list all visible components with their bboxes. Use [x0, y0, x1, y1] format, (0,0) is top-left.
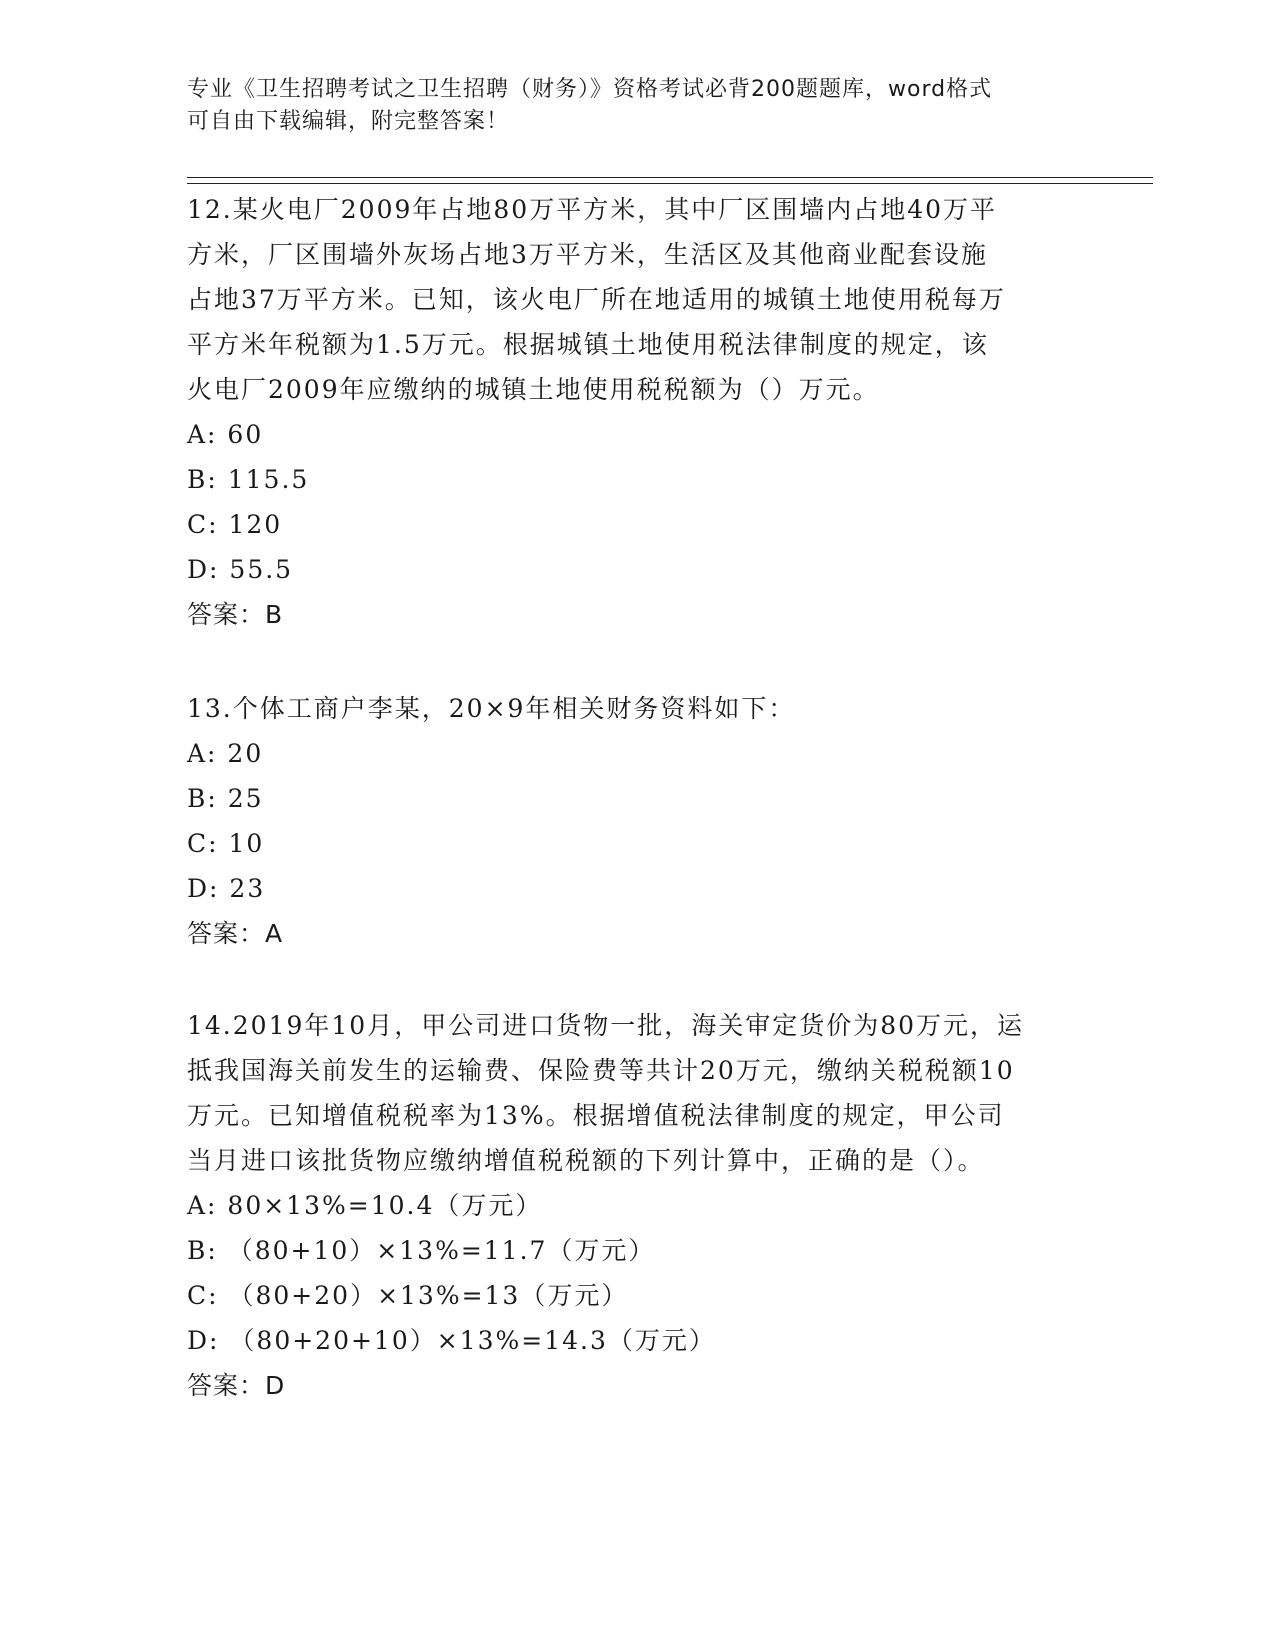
question-stem-line: 当月进口该批货物应缴纳增值税税额的下列计算中，正确的是（）。 — [187, 1146, 985, 1175]
question-stem-line: 抵我国海关前发生的运输费、保险费等共计20万元，缴纳关税税额10 — [187, 1056, 1015, 1085]
document-header — [187, 74, 1067, 138]
question-stem-line: 13.个体工商户李某，20×9年相关财务资料如下： — [187, 694, 796, 723]
answer-line: 答案：A — [187, 919, 284, 948]
header-divider-top — [187, 177, 1153, 178]
option-a: A: 20 — [187, 739, 264, 768]
option-b: B: 115.5 — [187, 465, 310, 494]
option-c: C: 120 — [187, 510, 283, 539]
option-d: D: （80+20+10）×13%=14.3（万元） — [187, 1326, 716, 1355]
answer-line: 答案：D — [187, 1371, 286, 1400]
question-stem-line: 占地37万平方米。已知，该火电厂所在地适用的城镇土地使用税每万 — [187, 285, 1006, 314]
question-stem-line: 14.2019年10月，甲公司进口货物一批，海关审定货价为80万元，运 — [187, 1011, 1025, 1040]
question-stem-line: 火电厂2009年应缴纳的城镇土地使用税税额为（）万元。 — [187, 375, 880, 404]
option-b: B: 25 — [187, 784, 264, 813]
option-a: A: 60 — [187, 420, 264, 449]
option-d: D: 23 — [187, 874, 266, 903]
header-divider-bottom — [187, 183, 1153, 184]
question-stem-line: 平方米年税额为1.5万元。根据城镇土地使用税法律制度的规定，该 — [187, 330, 989, 359]
option-c: C: （80+20）×13%=13（万元） — [187, 1281, 629, 1310]
option-c: C: 10 — [187, 829, 265, 858]
option-d: D: 55.5 — [187, 555, 294, 584]
option-b: B: （80+10）×13%=11.7（万元） — [187, 1236, 656, 1265]
question-stem-line: 万元。已知增值税税率为13%。根据增值税法律制度的规定，甲公司 — [187, 1101, 1005, 1130]
question-13 — [187, 686, 1087, 956]
header-line-1: 专业《卫生招聘考试之卫生招聘（财务）》资格考试必背200题题库，word格式 — [187, 77, 993, 102]
header-line-2: 可自由下载编辑，附完整答案！ — [187, 109, 510, 134]
option-a: A: 80×13%=10.4（万元） — [187, 1191, 543, 1220]
question-12 — [187, 187, 1087, 637]
question-stem-line: 方米，厂区围墙外灰场占地3万平方米，生活区及其他商业配套设施 — [187, 240, 988, 269]
answer-line: 答案：B — [187, 600, 284, 629]
question-stem-line: 12.某火电厂2009年占地80万平方米，其中厂区围墙内占地40万平 — [187, 195, 998, 224]
question-14 — [187, 1003, 1087, 1408]
